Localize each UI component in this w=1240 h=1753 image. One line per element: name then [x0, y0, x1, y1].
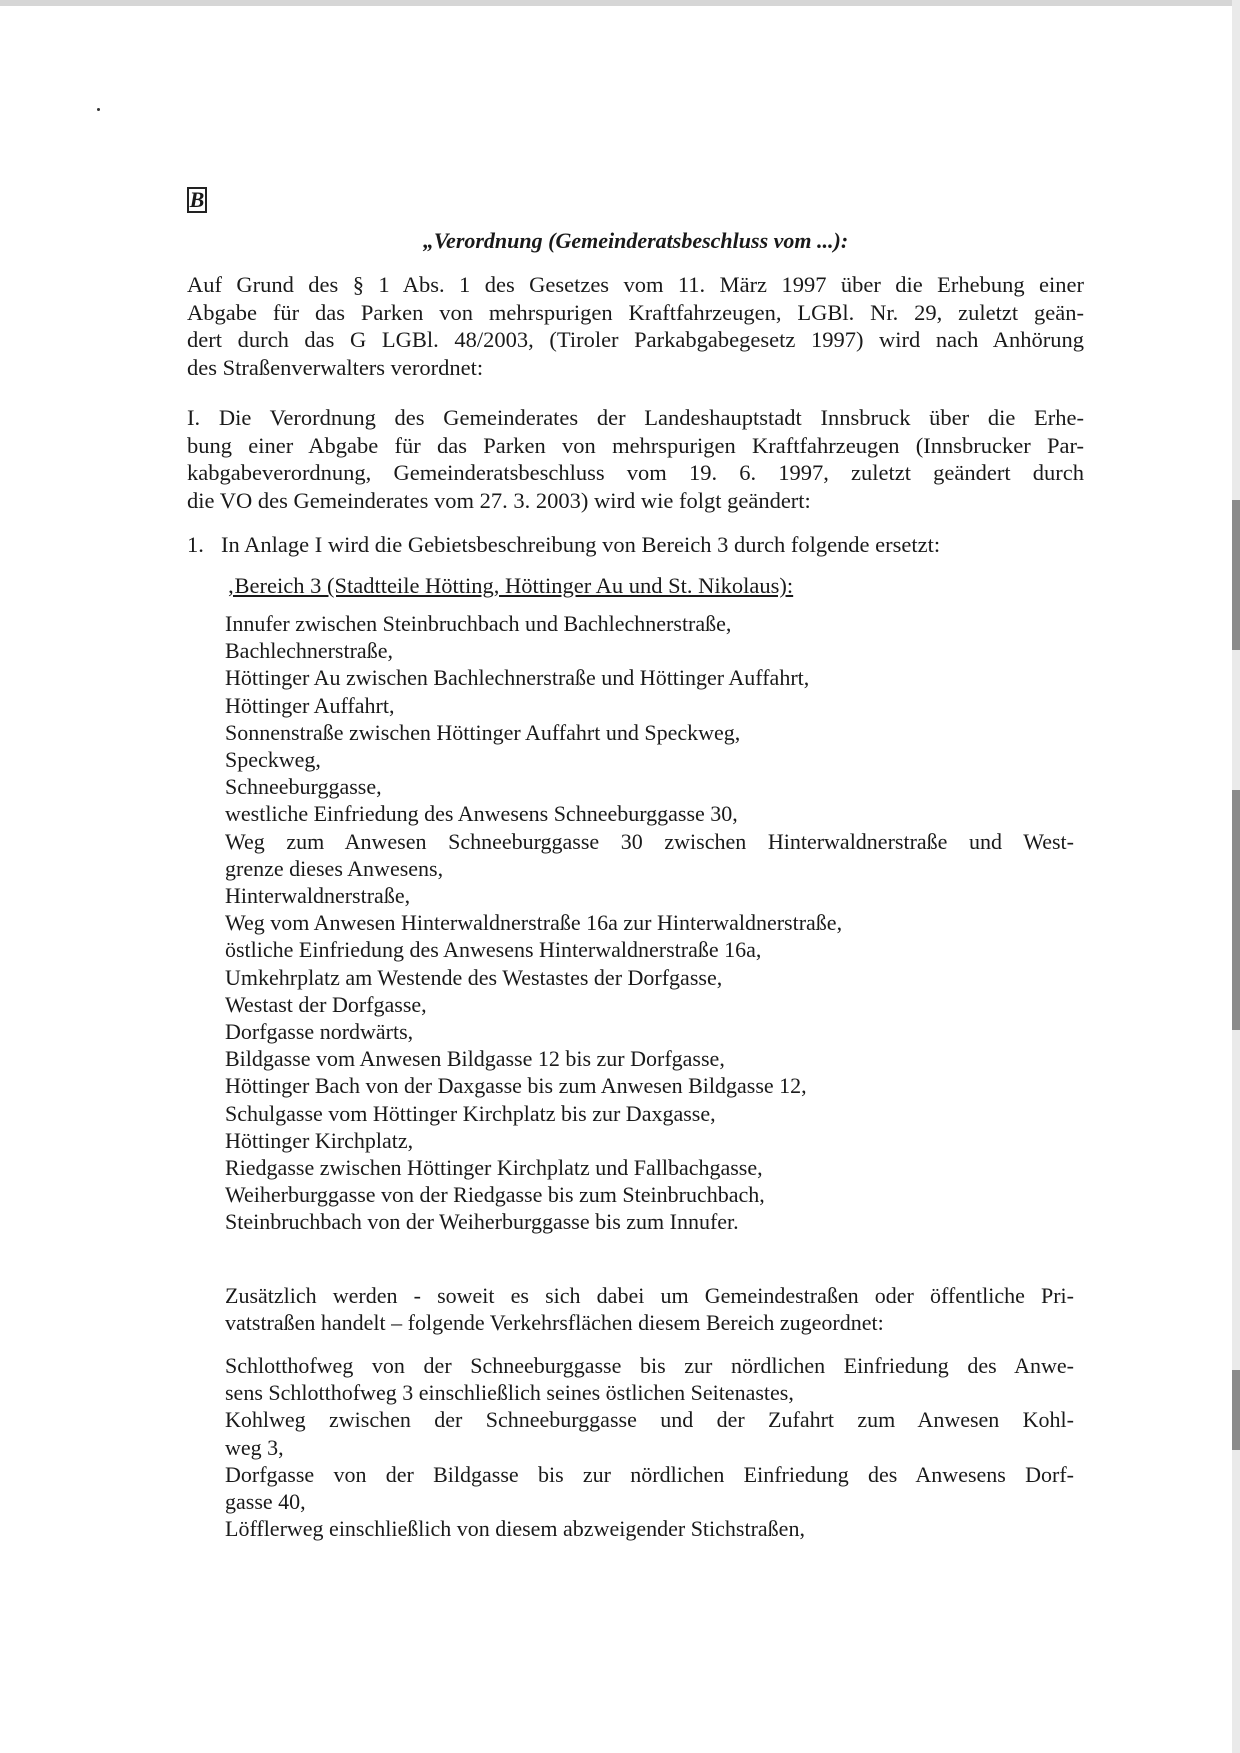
section-one-paragraph [187, 404, 1084, 514]
text-line: Auf Grund des § 1 Abs. 1 des Gesetzes vom 11. März 1997 über die Erhebung einer [187, 272, 1084, 297]
boundary-list [225, 610, 1074, 1236]
text-line: dert durch das G LGBl. 48/2003, (Tiroler Parkabgabegesetz 1997) wird nach Anhörung [187, 327, 1084, 352]
list-item: Höttinger Kirchplatz, [225, 1127, 414, 1153]
text-line: Abgabe für das Parken von mehrspurigen Kraftfahrzeugen, LGBl. Nr. 29, zuletzt geän- [187, 299, 1084, 325]
list-item: Bildgasse vom Anwesen Bildgasse 12 bis zur Dorfgasse, [225, 1046, 725, 1072]
list-item: Schulgasse vom Höttinger Kirchplatz bis zur Daxgasse, [225, 1100, 716, 1126]
list-item: Kohlweg zwischen der Schneeburggasse und der Zufahrt zum Anwesen Kohl- [225, 1407, 1074, 1433]
list-item: westliche Einfriedung des Anwesens Schneeburggasse 30, [225, 801, 738, 827]
text-line: vatstraßen handelt – folgende Verkehrsflächen diesem Bereich zugeordnet: [225, 1310, 884, 1336]
speck [97, 108, 100, 111]
section-marker-box: B [187, 187, 207, 213]
list-item: Innufer zwischen Steinbruchbach und Bachlechnerstraße, [225, 611, 732, 636]
list-item: Hinterwaldnerstraße, [225, 883, 411, 909]
item-text: In Anlage I wird die Gebietsbeschreibung von Bereich 3 durch folgende ersetzt: [221, 532, 941, 557]
list-item: Höttinger Bach von der Daxgasse bis zum Anwesen Bildgasse 12, [225, 1073, 807, 1099]
intro-paragraph [187, 271, 1084, 381]
list-item: Riedgasse zwischen Höttinger Kirchplatz und Fallbachgasse, [225, 1155, 763, 1181]
list-item: gasse 40, [225, 1489, 306, 1515]
list-item: weg 3, [225, 1434, 284, 1460]
scan-border-top [0, 0, 1240, 6]
scan-shadow [1232, 1370, 1240, 1450]
list-item: Dorfgasse von der Bildgasse bis zur nördlichen Einfriedung des Anwesens Dorf- [225, 1461, 1074, 1487]
scan-shadow [1232, 790, 1240, 1030]
text-line: des Straßenverwalters verordnet: [187, 354, 484, 380]
page-title: „Verordnung (Gemeinderatsbeschluss vom ...): [422, 228, 849, 253]
list-item: Speckweg, [225, 747, 321, 773]
scan-shadow [1232, 500, 1240, 650]
list-item: Schneeburggasse, [225, 774, 382, 800]
text-line: die VO des Gemeinderates vom 27. 3. 2003) wird wie folgt geändert: [187, 487, 811, 513]
list-item: Weg vom Anwesen Hinterwaldnerstraße 16a zur Hinterwaldnerstraße, [225, 910, 843, 936]
text-line: Zusätzlich werden - soweit es sich dabei um Gemeindestraßen oder öffentliche Pri- [225, 1283, 1074, 1308]
list-item: Schlotthofweg von der Schneeburggasse bis zur nördlichen Einfriedung des Anwe- [225, 1353, 1074, 1378]
list-item: Weiherburggasse von der Riedgasse bis zum Steinbruchbach, [225, 1182, 765, 1208]
list-item: Höttinger Auffahrt, [225, 692, 395, 718]
list-item: Westast der Dorfgasse, [225, 991, 427, 1017]
extra-areas-list [225, 1352, 1074, 1542]
list-item: Weg zum Anwesen Schneeburggasse 30 zwischen Hinterwaldnerstraße und West- [225, 828, 1074, 854]
list-item: grenze dieses Anwesens, [225, 855, 444, 881]
list-item: Höttinger Au zwischen Bachlechnerstraße und Höttinger Auffahrt, [225, 665, 810, 691]
text-line: kabgabeverordnung, Gemeinderatsbeschluss vom 19. 6. 1997, zuletzt geändert durch [187, 460, 1084, 485]
list-item: Bachlechnerstraße, [225, 638, 393, 664]
list-item: Sonnenstraße zwischen Höttinger Auffahrt und Speckweg, [225, 719, 741, 745]
area-heading: ‚Bereich 3 (Stadtteile Hötting, Höttinger Au und St. Nikolaus): [227, 573, 794, 598]
item-number: 1. [187, 532, 204, 557]
list-item: Steinbruchbach von der Weiherburggasse bis zum Innufer. [225, 1209, 739, 1235]
list-item: Umkehrplatz am Westende des Westastes der Dorfgasse, [225, 964, 723, 990]
list-item: Dorfgasse nordwärts, [225, 1019, 414, 1045]
list-item: Löfflerweg einschließlich von diesem abzweigender Stichstraßen, [225, 1516, 805, 1542]
list-item: sens Schlotthofweg 3 einschließlich seines östlichen Seitenastes, [225, 1380, 794, 1406]
text-line: bung einer Abgabe für das Parken von mehrspurigen Kraftfahrzeugen (Innsbrucker Par- [187, 432, 1084, 458]
list-item: östliche Einfriedung des Anwesens Hinterwaldnerstraße 16a, [225, 937, 762, 963]
text-line: I. Die Verordnung des Gemeinderates der Landeshauptstadt Innsbruck über die Erhe- [187, 405, 1084, 430]
additional-paragraph [225, 1282, 1074, 1336]
